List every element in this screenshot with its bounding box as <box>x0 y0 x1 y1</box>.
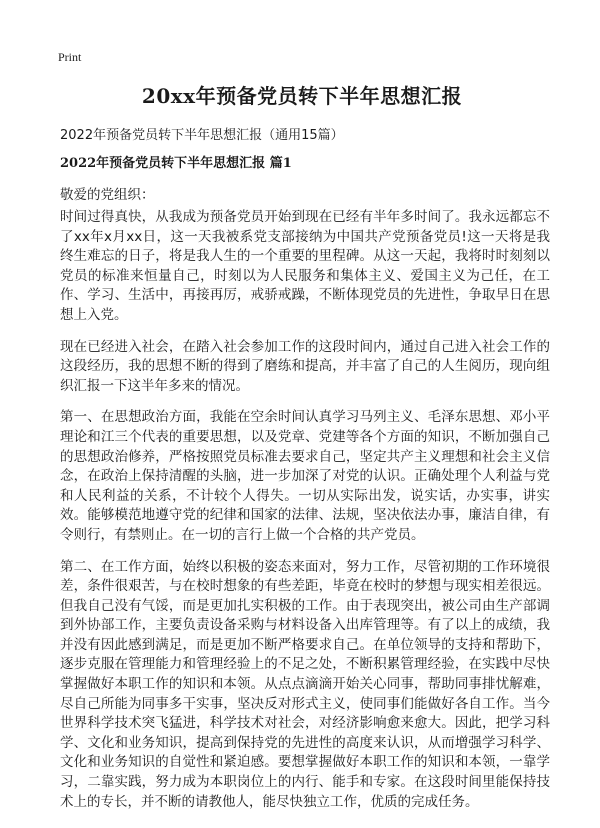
paragraph-1: 时间过得真快，从我成为预备党员开始到现在已经有半年多时间了。我永远都忘不了xx年x月xx日，这一天我被系党支部接纳为中国共产党预备党员!这一天将是我终生难忘的日子，将是我人生的一个重要的里程碑。从这一天起，我将时时刻刻以党员的标准来恒量自己，时刻以为人民服务和集体主义、爱国主义为己任，在工作、学习、生活中，再接再厉，戒骄戒躁，不断体现党员的先进性，争取早日在思想上入党。 <box>60 209 550 323</box>
document-title: 20xx年预备党员转下半年思想汇报 <box>141 84 463 108</box>
body-text <box>60 208 550 824</box>
paragraph-4: 第二、在工作方面，始终以积极的姿态来面对，努力工作，尽管初期的工作环境很差，条件很艰苦，与在校时想象的有些差距，毕竟在校时的梦想与现实相差很远。但我自己没有气馁，而是更加扎实积极的工作。由于表现突出，被公司由生产部调到外协部工作，主要负责设备采购与材料设备入出库管理等。有了以上的成绩，我并没有因此感到满足，而是更加不断严格要求自己。在单位领导的支持和帮助下，逐步克服在管理能力和管理经验上的不足之处，不断积累管理经验，在实践中尽快掌握做好本职工作的知识和本领。从点点滴滴开始关心同事，帮助同事排忧解难，尽自己所能为同事多干实事，坚决反对形式主义，使同事们能做好各自工作。当今世界科学技术突飞猛进，科学技术对社会，对经济影响愈来愈大。因此，把学习科学、文化和业务知识，提高到保持党的先进性的高度来认识，从而增强学习科学、文化和业务知识的自觉性和紧迫感。要想掌握做好本职工作的知识和本领，一靠学习，二靠实践，努力成为本职岗位上的内行、能手和专家。在这段时间里能保持技术上的专长，并不断的请教他人，能尽快独立工作，优质的完成任务。 <box>60 558 550 810</box>
print-label[interactable]: Print <box>58 50 82 64</box>
paragraph-2: 现在已经进入社会，在踏入社会参加工作的这段时间内，通过自己进入社会工作的这段经历，我的思想不断的得到了磨练和提高，并丰富了自己的人生阅历，现向组织汇报一下这半年多来的情况。 <box>60 338 550 394</box>
section-title: 2022年预备党员转下半年思想汇报 篇1 <box>60 156 292 171</box>
paragraph-3: 第一、在思想政治方面，我能在空余时间认真学习马列主义、毛泽东思想、邓小平理论和江三个代表的重要思想，以及党章、党建等各个方面的知识，不断加强自己的思想政治修养，严格按照党员标准去要求自己，坚定共产主义理想和社会主义信念，在政治上保持清醒的头脑，进一步加深了对党的认识。正确处理个人利益与党和人民利益的关系，不计较个人得失。一切从实际出发，说实话，办实事，讲实效。能够模范地遵守党的纪律和国家的法律、法规，坚决依法办事，廉洁自律，有令则行，有禁则止。在一切的言行上做一个合格的共产党员。 <box>60 409 550 543</box>
document-subtitle: 2022年预备党员转下半年思想汇报（通用15篇） <box>60 128 344 143</box>
salutation: 敬爱的党组织： <box>60 187 155 203</box>
